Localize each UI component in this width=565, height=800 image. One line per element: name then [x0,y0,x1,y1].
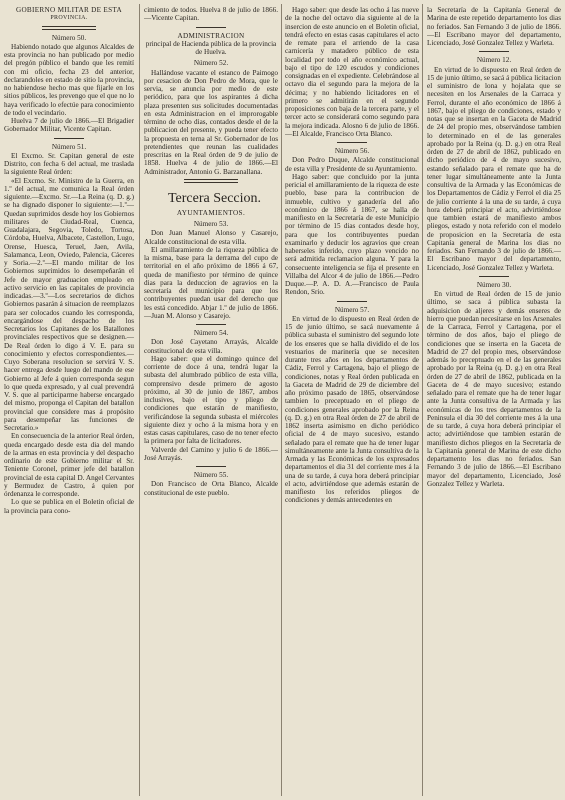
column-1 [4,6,134,796]
article-number: Número 50. [51,33,87,42]
paragraph: El Excmo. Sr. Capitan general de este Distrito, con fecha 6 del actual, me traslada la siguiente Real órden: [4,151,134,177]
article-number: Número 57. [334,305,370,314]
article-number: Número 30. [476,280,512,289]
article-number: Número 12. [476,56,512,65]
separator [337,301,367,302]
article-number: Número 54. [193,329,229,337]
paragraph: la Secretaría de la Capitanía General de Marina de este repetido departamento los dias no feriados. San Fernando 3 de julio de 1866.—El Escribano mayor del departamento, Licenciado, José Gonzalez Tellez y Warleta. [427,6,561,47]
column-rule [139,4,140,796]
paragraph: En virtud de lo dispuesto en Real órden de 15 de junio último, se sacá á pública licitacion el suministro de lona y hojalata que se necesiten en los Arsenales de la Carraca y Ferrol, durante el año económico de 1866 á 1867, bajo el pliego de condiciones, estado y notas que se insertan en la Gaceta de Madrid de 24 del propio mes, observándose tambien lo determinado en el de las generales aprobado por la Reina (q. D. g.) en otra Real órden de 27 de abril de 1862, publicado en dicho periódico de 4 de mayo sucesivo, estando señalado para el remate que ha de tener lugar simultáneamente ante la Junta consultiva de la Armada y las Económicas de los Departamentos de Cádiz y Ferrol el dia 25 de julio corriente á la una de su tarde, á cuya hora deberá principiar el acto, advirtiéndose que tambien estará de manifiesto ambos pliegos, estado y nota referido con el modelo de proposicion en la Secretaría de esta Capitanía general de Marina los dias no feriados. San Fernando 3 de julio de 1866.—El Escribano mayor del departamento, Licenciado, José Gonzalez Tellez y Warleta. [427,65,561,272]
column-rule [281,4,282,796]
paragraph: Hallándose vacante el estanco de Paimogo por cesacion de Don Pedro de Mora, que le servia, se anuncia por medio de este periódico, para que los aspirantes á dicha plaza presenten sus solicitudes documentadas en esta Administracion en el improrogable término de ocho dias, contados desde el de la publicacion del presente, y pueda tener efecto la propuesta en terna al Sr. Gobernador de los pretendientes que reunan las cualidades prescritas en la Real órden de 9 de julio de 1858. Huelva 4 de julio de 1866.—El Administrador, Antonio G. Barzanallana. [144,68,278,176]
double-rule [42,26,96,30]
article-number: Número 51. [51,142,87,151]
paragraph: Habiendo notado que algunos Alcaldes de esta provincia no han publicado por medio del pregón público el bando que les remití con mi oficio, fecha 23 del anterior, declarandoles en estado de sitio la provincia, no habiendose hecho mas que fijarle en los sitios públicos, les prevengo que el que no lo haya verificado lo efectúe para conocimiento de todo el vecindario. [4,42,134,117]
article-number: Número 56. [334,147,370,155]
paragraph: Hago saber: que concluido por la junta pericial el amillaramiento de la riqueza de este pueblo, base para la contribucion de inmueble, cultivo y ganadería del año económico de 1866 á 1867, se halla de manifiesto en la Secretaría de este Municipio por término de 15 dias contados desde hoy, para que los contribuyentes puedan examinarlo y deducir los agravios que crean haberseles inferido, cuyo plazo vencido no será admitida reclamacion alguna. Y para la consecuente inteligencia se fija el presente en Villalba del Alcor 4 de julio de 1866.—Pedro Duque.—P. A. D. A.—Francisco de Paula Rendon, Srio. [285,172,419,297]
separator [196,27,226,28]
paragraph: «El Excmo. Sr. Ministro de la Guerra, en 1.º del actual, me comunica la Real órden siguiente.—Excmo. Sr.—La Reina (q. D. g.) se ha dignado disponer lo siguiente:—1.º—Quedan suprimidos desde hoy los Gobiernos militares de Ciudad-Real, Cuenca, Guadalajara, Segovia, Toledo, Tortosa, Córdoba, Huelva, Albacete, Castellon, Lugo, Orense, Huesca, Teruel, Jaen, Avila, Salamanca, Leon, Oviedo, Palencia, Cáceres y Soria.—2.º—El mando militar de los Gobiernos suprimidos lo desempeñarán el Jefe de mayor graduacion empleado en activo servicio en las capitales de provincia indicadas.—3.º—Los secretarios de dichos Gobiernos pasarán á situacion de reemplazos para ser colocados cuando les corresponda, encargándose del despacho de los Secretarios los Capitanes de los Batallones provinciales respectivos que se designen.—De Real órden lo digo á V. E. para su conocimiento y efectos correspondientes.—Cuyo Soberana resolucion se servirá V. S. hacer entrega desde luego del mando de ese Gobierno al Jefe á quien corresponda segun lo que queda expresado, y al cual prevendrá V. S. que al participarme haberse encargado del mismo, proponga el Capitan del batallon provincial que considere mas á propósito para desempeñar las funciones de Secretario.» [4,176,134,432]
separator [479,276,509,277]
article-number: Número 52. [193,59,229,68]
section-title: Tercera Seccion. [167,190,262,206]
paragraph: Valverde del Camino y julio 6 de 1866.—José Arrayás. [144,445,278,462]
column-3 [285,6,419,796]
paragraph: En virtud de lo dispuesto en Real órden de 15 de junio último, se sacá nuevamente á pública subasta el suministro del segundo lote de los enseres que se halla dividido el de los vestuarios de marinería que se necesiten durante tres años en los departamentos de Cádiz, Ferrol y Cartagena, bajo el pliego de condiciones, notas y Real órden publicada en la Gaceta de Madrid de 29 de diciembre del año próximo pasado de 1865, observándose tambien lo preceptuado en el pliego de condiciones generales aprobado por la Reina (q. D. g.) en otra Real órden de 27 de abril de 1862 inserta asimismo en dicho periódico oficial de 4 de mayo sucesivo, estando señalado para el remate que ha de tener lugar simultáneamente ante la Junta consultiva de la Armada y las Económicas de los expresados departamentos el dia 31 del corriente mes á la una de su tarde, á cuya hora deberá principiar el acto, advirtiéndose que además estarán de manifiesto los referidos pliegos de condiciones y demás antecedentes en [285,314,419,505]
paragraph: Don Pedro Duque, Alcalde constitucional de esta villa y Presidente de su Ayuntamiento. [285,156,419,173]
paragraph: cimiento de todos. Huelva 8 de julio de 1866.—Vicente Capitan. [144,6,278,23]
separator [54,138,84,139]
separator [196,466,226,467]
paragraph: En consecuencia de la anterior Real órden, queda encargado desde esta dia del mando de la armas en esta provincia y del despacho ordinario de este Gobierno militar el Sr. Teniente Coronel, primer jefe del batallon provincial de esta capital D. Angel Cervantes y Bermudez de Castro, á quien por órdenanza le corresponde. [4,432,134,498]
double-rule [184,179,238,183]
separator [337,142,367,143]
column-4 [427,6,561,796]
column-2 [144,6,278,796]
section-heading: ADMINISTRACION [177,31,245,40]
paragraph: Hago saber: que desde las ocho á las nueve de la noche del octavo dia siguiente al de la insercion de este anuncio en el Boletin oficial, tendrá efecto en estas casas capitulares el acto de remate para el arriendo de la casa carnicería y matadero público de esta localidad por todo el año económico actual, bajo el tipo de 120 escudos y condiciones consignadas en el expediente. Celebrándose al octavo dia el segundo para la mejora de la décima; y no habiendo licitadores en el primero se admitirán en el segundo proposiciones con baja de la tercera parte, y el tercer acto se considerará como segundo para la mejora indicada. Alosno 6 de julio de 1866.—El Alcalde, Francisco Orta Blanco. [285,6,419,138]
separator [479,51,509,52]
paragraph: Don Juan Manuel Alonso y Casarejo, Alcalde constitucional de esta villa. [144,229,278,246]
paragraph: Huelva 7 de julio de 1866.—El Brigadier Gobernador Militar, Vicente Capitan. [4,117,134,134]
section-subheading: PROVINCIA. [50,15,88,22]
article-number: Número 53. [193,220,229,228]
article-number: Número 55. [193,471,229,479]
paragraph: Don José Cayetano Arrayás, Alcalde constitucional de esta villa. [144,338,278,355]
paragraph: Hago saber: que el domingo quince del corriente de doce á una, tendrá lugar la subasta del alumbrado público de esta villa, comprensivo desde primero de agosto próximo, al 30 de junio de 1867, ambos inclusives, bajo el tipo y pliego de condiciones que estarán de manifiesto, verificándose la segunda subasta el miércoles siguiente diez y ocho á la misma hora y en estas casas capitulares, caso de no tener efecto la primera por falta de licitadores. [144,354,278,446]
paragraph: En virtud de Real órden de 15 de junio último, se saca á pública subasta la adquisicion de aljeres y demás enseres de hierro que puedan necesitarse en los Arsenales de la Carraca, Ferrol y Cartagena, por el término de dos años, bajo el pliego de condiciones que se inserta en la Gaceta de Madrid de 27 del propio mes, observándose además lo preceptuado en el de las generales aprobado por la Reina (q. D. g.) en otra Real órden de 27 de abril de 1862, publicada en la Gaceta de 4 de mayo sucesivo; estando señalado para el remate que ha de tener lugar ante la Junta consultiva de la Armada y las económicas de los tres departamentos de la Peninsula el dia 30 del corriente mes á la una de su tarde, á cuya hora deberá principiar el acto; advirtiéndose que tambien estarán de manifiesto dichos pliegos en la Secretaría de la Capitanía general de Marina de este dicho departamento los dias no feriados. San Fernando 3 de julio de 1866.—El Escribano mayor del departamento, Licenciado, José Gonzalez Tellez y Warleta. [427,290,561,488]
section-subtitle: AYUNTAMIENTOS. [176,208,246,217]
section-heading: GOBIERNO MILITAR DE ESTA [15,6,123,14]
column-rule [422,4,423,796]
paragraph: El amillaramiento de la riqueza pública de la misma, base para la derrama del cupo de territorial en el año próximo de 1866 á 67, queda de manifiesto por término de quince dias para la deduccion de agravios en la secretaría del municipio para que los contribuyentes puedan usar del derecho que les está concedido. Abjar 1.º de julio de 1866.—Juan M. Alonso y Casarejo. [144,245,278,320]
paragraph: Don Francisco de Orta Blanco, Alcalde constitucional de este pueblo. [144,480,278,497]
section-subheading: principal de Hacienda pública de la provincia de Huelva. [145,39,277,56]
separator [196,324,226,325]
paragraph: Lo que se publica en el Boletin oficial de la provincia para cono- [4,498,134,515]
